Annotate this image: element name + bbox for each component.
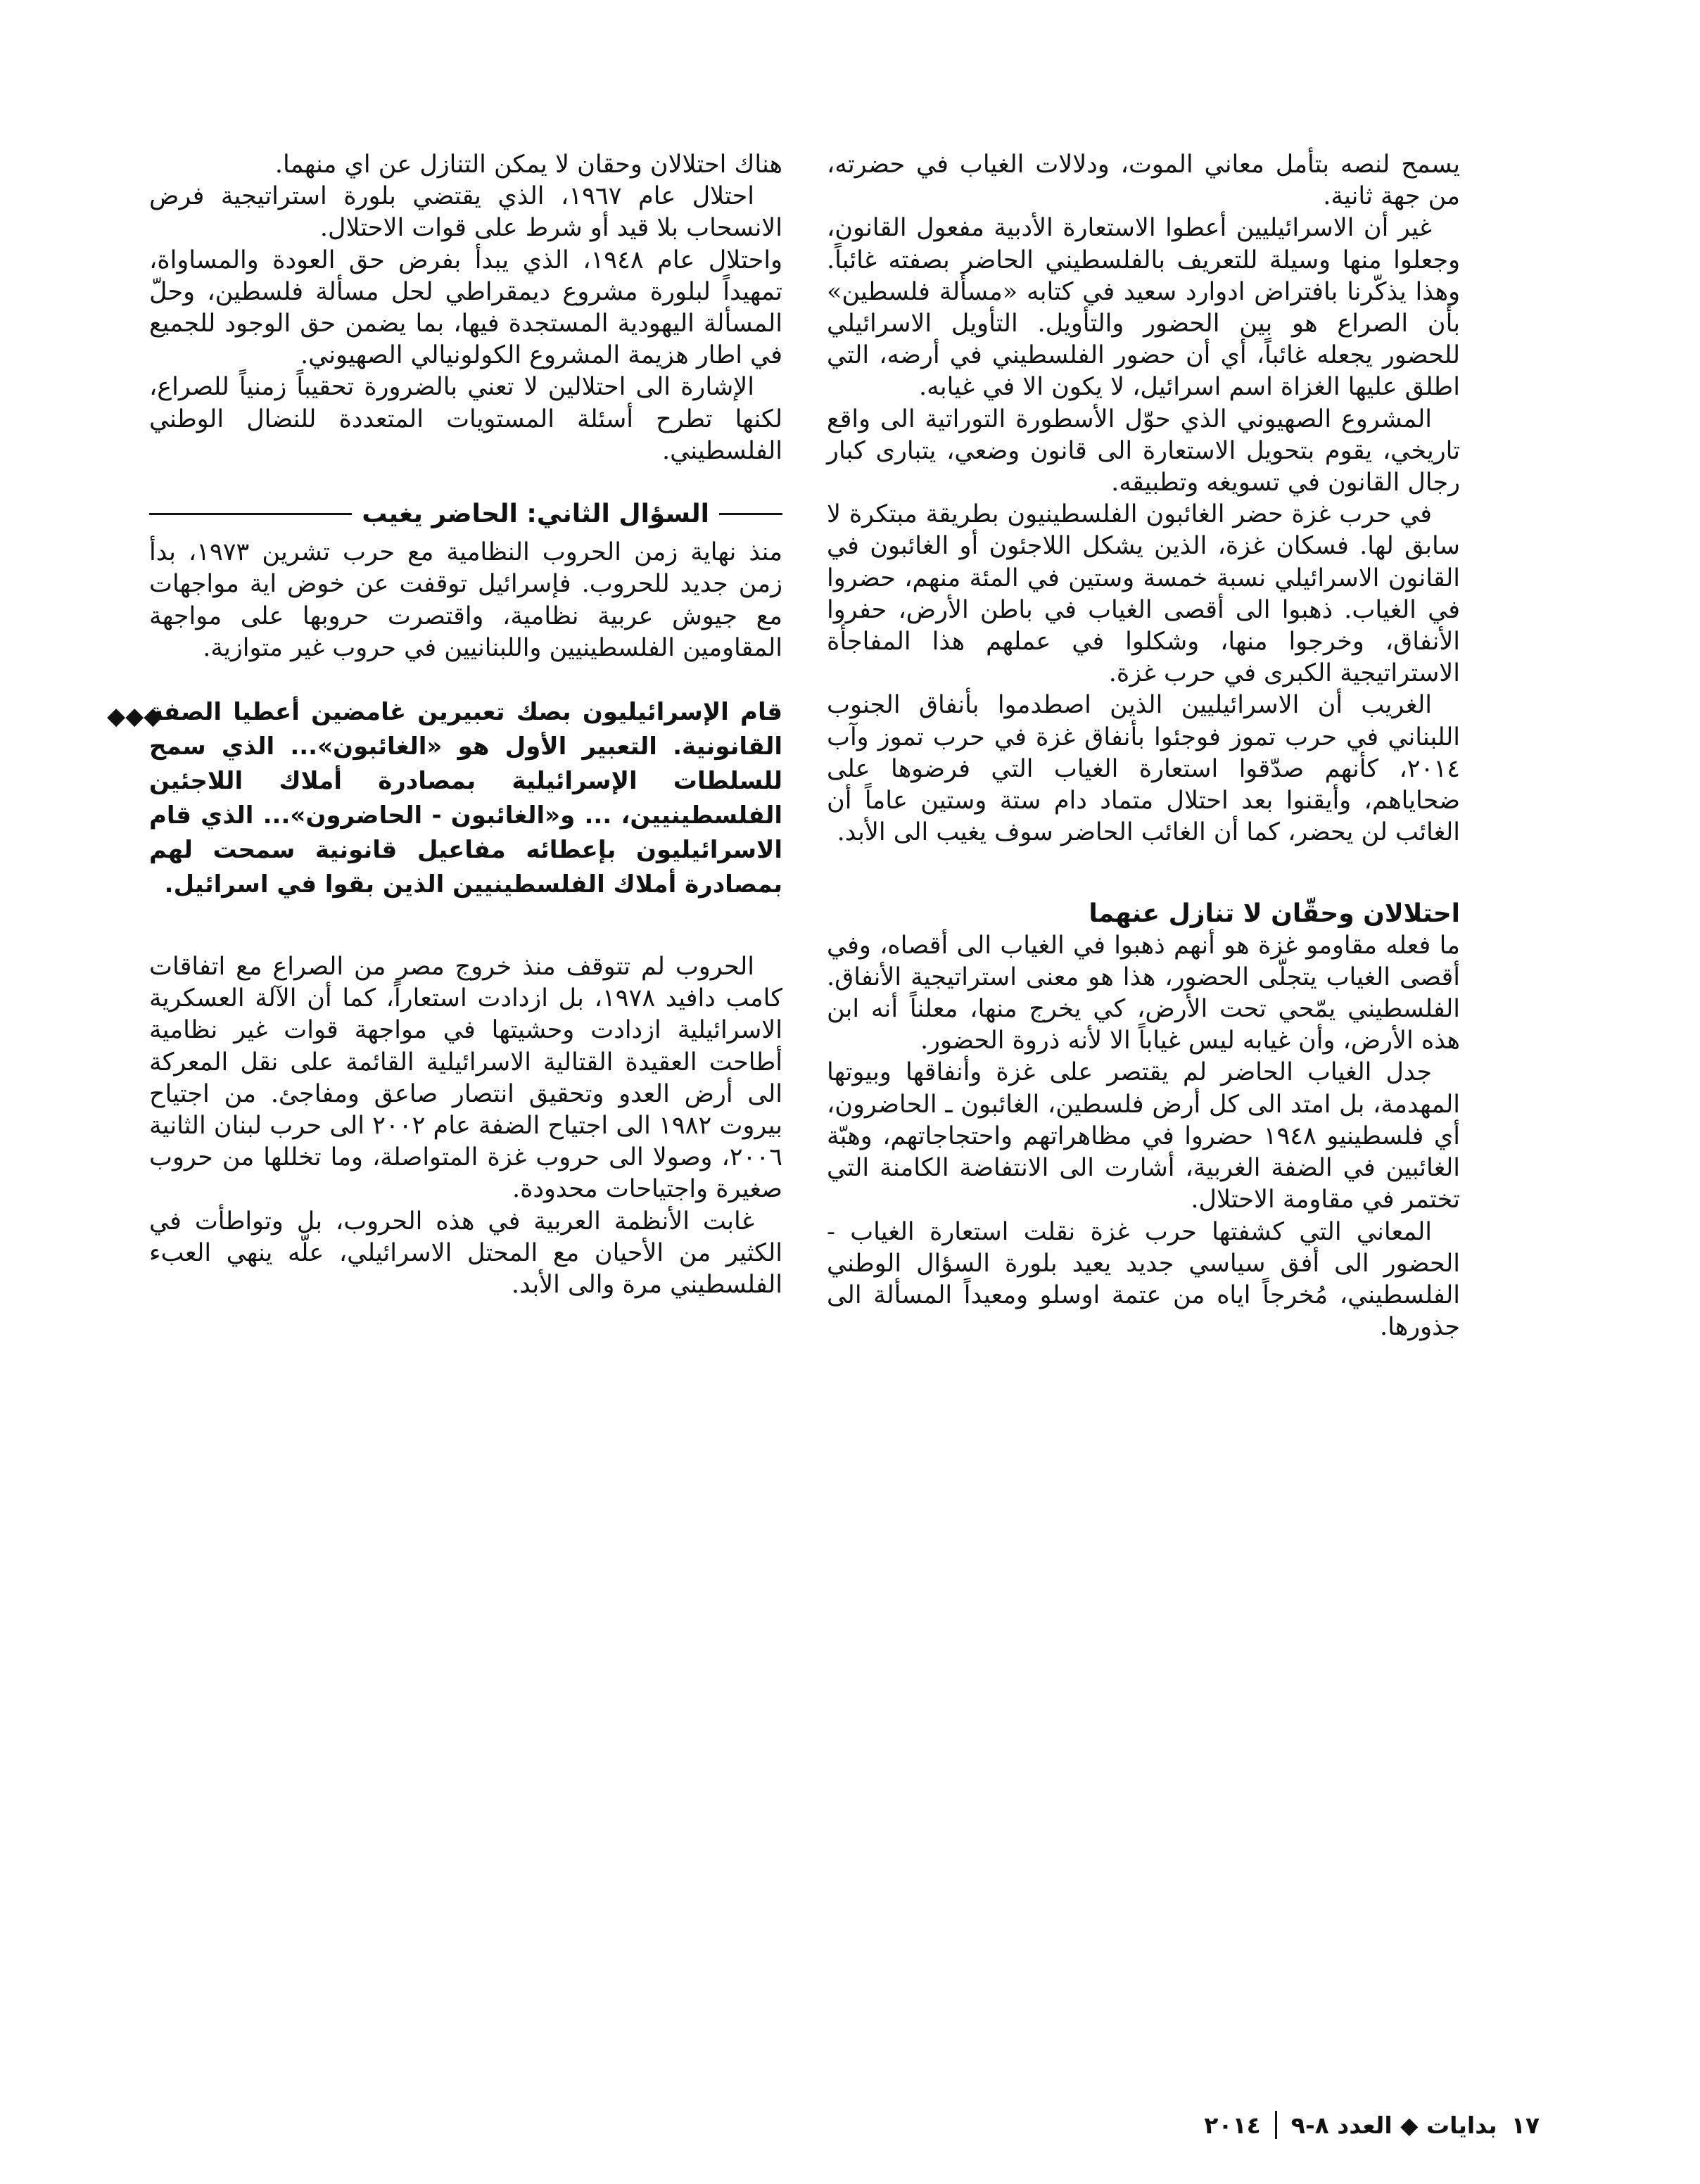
section-heading: احتلالان وحقّان لا تنازل عنهما xyxy=(1089,899,1460,929)
heading-rule xyxy=(719,513,782,515)
paragraph: الحروب لم تتوقف منذ خروج مصر من الصراع مع اتفاقات كامب دافيد ١٩٧٨، بل ازدادت استعاراً، كما أن الآلة العسكرية الاسرائيلية ازدادت وحشيتها في مواجهة قوات غير نظامية أطاحت العقيدة القتالية الاسرائيلية القائمة على نقل المعركة الى أرض العدو وتحقيق انتصار صاعق ومفاجئ. من اجتياح بيروت ١٩٨٢ الى اجتياح الضفة عام ٢٠٠٢ الى حرب لبنان الثانية ٢٠٠٦، وصولا الى حروب غزة المتواصلة، وما تخللها من حروب صغيرة واجتياحات محدودة. xyxy=(149,953,783,1204)
paragraph: المشروع الصهيوني الذي حوّل الأسطورة التوراتية الى واقع تاريخي، يقوم بتحويل الاستعارة الى قانون وضعي، يتبارى كبار رجال القانون في تسويغه وتطبيقه. xyxy=(827,405,1460,497)
paragraph: الغريب أن الاسرائيليين الذين اصطدموا بأنفاق الجنوب اللبناني في حرب تموز فوجئوا بأنفاق غزة في حرب تموز وآب ٢٠١٤، كأنهم صدّقوا استعارة الغياب التي فرضوها على ضحاياهم، وأيقنوا بعد احتلال متماد دام ستة وستين عاماً أن الغائب لن يحضر، كما أن الغائب الحاضر سوف يغيب الى الأبد. xyxy=(827,691,1460,847)
paragraph: غابت الأنظمة العربية في هذه الحروب، بل وتواطأت في الكثير من الأحيان مع المحتل الاسرائيلي، علّه ينهي العبء الفلسطيني مرة والى الأبد. xyxy=(149,1207,782,1300)
paragraph: جدل الغياب الحاضر لم يقتصر على غزة وأنفاقها وبيوتها المهدمة، بل امتد الى كل أرض فلسطين، الغائبون ـ الحاضرون، أي فلسطينيو ١٩٤٨ حضروا في مظاهراتهم واحتجاجاتهم، وهبّة الغائبين في الضفة الغربية، أشارت الى الانتفاضة الكامنة التي تختمر في مقاومة الاحتلال. xyxy=(827,1058,1460,1214)
diamond-ornament-icon: ◆◆◆ xyxy=(107,702,163,731)
section-heading-text: السؤال الثاني: الحاضر يغيب xyxy=(362,500,709,529)
paragraph: الإشارة الى احتلالين لا تعني بالضرورة تحقيباً زمنياً للصراع، لكنها تطرح أسئلة المستويات المتعددة للنضال الوطني الفلسطيني. xyxy=(149,373,782,465)
page-footer xyxy=(1204,2111,1540,2139)
left-column xyxy=(107,149,783,1301)
paragraph: المعاني التي كشفتها حرب غزة نقلت استعارة الغياب - الحضور الى أفق سياسي جديد يعيد بلورة السؤال الوطني الفلسطيني، مُخرجاً اياه من عتمة اوسلو ومعيداً المسألة الى جذورها. xyxy=(827,1217,1460,1342)
paragraph: واحتلال عام ١٩٤٨، الذي يبدأ بفرض حق العودة والمساواة، تمهيداً لبلورة مشروع ديمقراطي لحل مسألة فلسطين، وحلّ المسألة اليهودية المستجدة فيها، بما يضمن حق الوجود للجميع في اطار هزيمة المشروع الكولونيالي الصهيوني. xyxy=(149,246,782,370)
paragraph: ما فعله مقاومو غزة هو أنهم ذهبوا في الغياب الى أقصاه، وفي أقصى الغياب يتجلّى الحضور، هذا هو معنى استراتيجية الأنفاق. الفلسطيني يمّحي تحت الأرض، كي يخرج منها، معلناً أنه ابن هذه الأرض، وأن غيابه ليس غياباً الا لأنه ذروة الحضور. xyxy=(827,931,1460,1055)
issue-year: ٢٠١٤ xyxy=(1204,2111,1261,2139)
journal-issue: بدايات ◆ العدد ٨-٩ xyxy=(1290,2111,1497,2139)
paragraph: في حرب غزة حضر الغائبون الفلسطينيون بطريقة مبتكرة لا سابق لها. فسكان غزة، الذين يشكل اللاجئون أو الغائبون في القانون الاسرائيلي نسبة خمسة وستين في المئة منهم، حضروا في الغياب. ذهبوا الى أقصى الغياب في باطن الأرض، حفروا الأنفاق، وخرجوا منها، وشكلوا في عملهم هذا المفاجأة الاستراتيجية الكبرى في حرب غزة. xyxy=(827,500,1460,688)
pull-quote xyxy=(107,695,782,902)
page-number: ١٧ xyxy=(1511,2111,1540,2139)
pull-quote-text: قام الإسرائيليون بصك تعبيرين غامضين أعطيا الصفة القانونية. التعبير الأول هو «الغائبون»... الذي سمح للسلطات الإسرائيلية بمصادرة أملاك اللاجئين الفلسطينيين، ... و«الغائبون - الحاضرون»... الذي قام الاسرائيليون بإعطائه مفاعيل قانونية سمحت لهم بمصادرة أملاك الفلسطينيين الذين بقوا في اسرائيل. xyxy=(149,698,782,899)
paragraph: غير أن الاسرائيليين أعطوا الاستعارة الأدبية مفعول القانون، وجعلوا منها وسيلة للتعريف بالفلسطيني الحاضر بصفته غائباً. وهذا يذكّرنا بافتراض ادوارد سعيد في كتابه «مسألة فلسطين» بأن الصراع هو بين الحضور والتأويل. التأويل الاسرائيلي للحضور يجعله غائباً، أي أن حضور الفلسطيني في أرضه، التي اطلق عليها الغزاة اسم اسرائيل، لا يكون الا في غيابه. xyxy=(827,214,1460,402)
paragraph: هناك احتلالان وحقان لا يمكن التنازل عن اي منهما. xyxy=(274,151,782,179)
paragraph: يسمح لنصه بتأمل معاني الموت، ودلالات الغياب في حضرته، من جهة ثانية. xyxy=(827,151,1460,211)
footer-divider xyxy=(1275,2111,1277,2139)
section-heading xyxy=(149,498,782,530)
paragraph: احتلال عام ١٩٦٧، الذي يقتضي بلورة استراتيجية فرض الانسحاب بلا قيد أو شرط على قوات الاحتلال. xyxy=(149,182,782,243)
right-column xyxy=(827,149,1460,1343)
paragraph: منذ نهاية زمن الحروب النظامية مع حرب تشرين ١٩٧٣، بدأ زمن جديد للحروب. فإسرائيل توقفت عن خوض اية مواجهات مع جيوش عربية نظامية، واقتصرت حروبها على مواجهة المقاومين الفلسطينيين واللبنانيين في حروب غير متوازية. xyxy=(149,538,782,662)
heading-rule xyxy=(149,513,352,515)
